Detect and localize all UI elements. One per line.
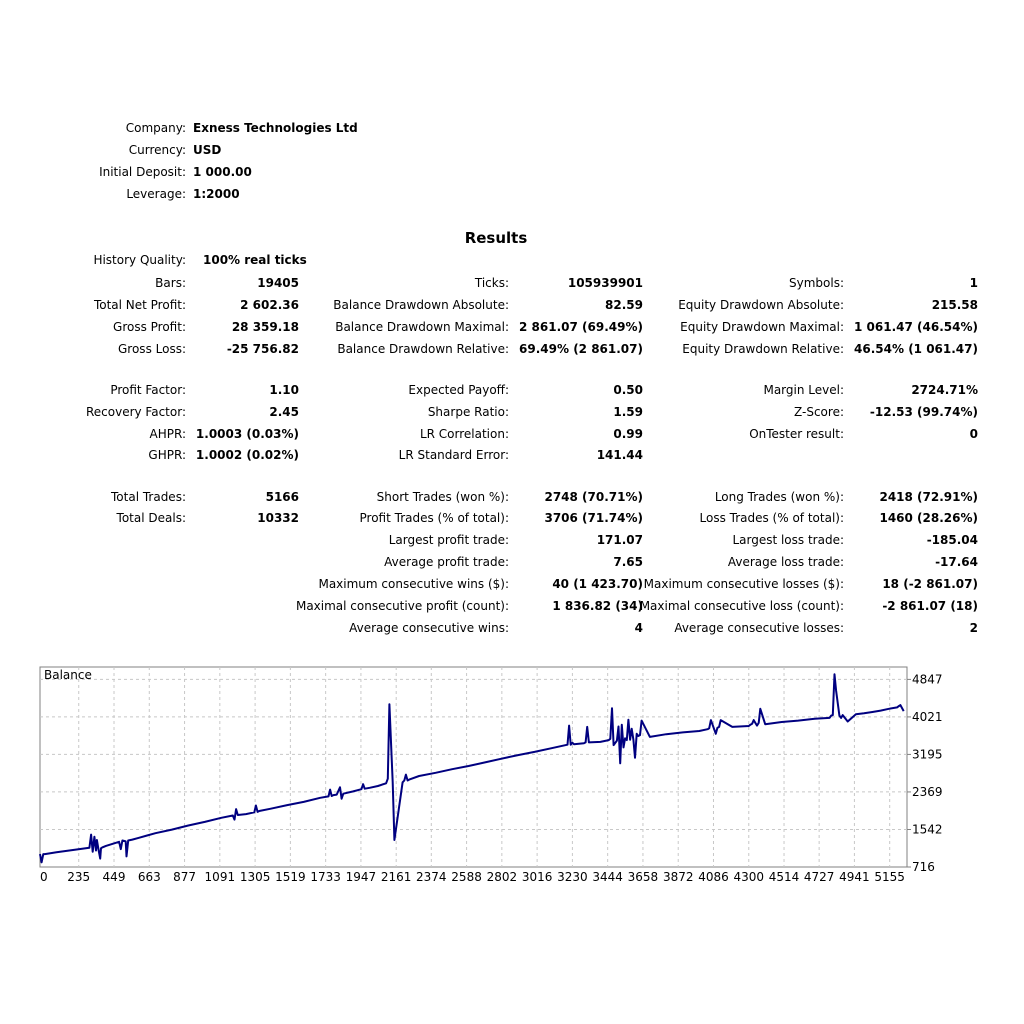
equity-drawdown-maximal-label: Equity Drawdown Maximal: — [680, 320, 844, 334]
balance-drawdown-maximal-label: Balance Drawdown Maximal: — [335, 320, 509, 334]
max-consecutive-wins-label: Maximum consecutive wins ($): — [318, 577, 509, 591]
max-consecutive-wins-value: 40 (1 423.70) — [552, 577, 643, 591]
equity-drawdown-absolute-value: 215.58 — [931, 298, 978, 312]
x-axis-ticks — [40, 870, 905, 884]
margin-level-value: 2724.71% — [911, 383, 978, 397]
x-tick-label: 2374 — [416, 870, 447, 884]
x-tick-label: 4514 — [768, 870, 800, 884]
currency-label: Currency: — [128, 143, 186, 157]
x-tick-label: 877 — [173, 870, 197, 884]
profit-factor-value: 1.10 — [269, 383, 299, 397]
profit-trades-label: Profit Trades (% of total): — [359, 511, 509, 525]
margin-level-label: Margin Level: — [763, 383, 844, 397]
x-tick-label: 2161 — [380, 870, 412, 884]
symbols-value: 1 — [969, 276, 978, 290]
ticks-label: Ticks: — [474, 276, 509, 290]
x-tick-label: 663 — [137, 870, 161, 884]
average-loss-trade-value: -17.64 — [935, 555, 978, 569]
x-tick-label: 1733 — [310, 870, 341, 884]
x-tick-label: 235 — [67, 870, 91, 884]
ticks-value: 105939901 — [567, 276, 643, 290]
chart-title: Balance — [44, 668, 92, 682]
x-tick-label: 4300 — [733, 870, 765, 884]
results-title: Results — [464, 229, 528, 247]
history-quality-value: 100% real ticks — [203, 253, 307, 267]
x-tick-label: 4941 — [839, 870, 870, 884]
long-trades-label: Long Trades (won %): — [714, 490, 844, 504]
balance-drawdown-absolute-value: 82.59 — [605, 298, 643, 312]
largest-loss-trade-value: -185.04 — [926, 533, 978, 547]
ghpr-label: GHPR: — [148, 448, 186, 462]
y-tick-label: 716 — [912, 860, 935, 874]
history-quality-label: History Quality: — [93, 253, 186, 267]
expected-payoff-label: Expected Payoff: — [408, 383, 509, 397]
total-net-profit-label: Total Net Profit: — [93, 298, 186, 312]
y-tick-label: 3195 — [912, 747, 943, 762]
profit-factor-label: Profit Factor: — [110, 383, 186, 397]
symbols-label: Symbols: — [789, 276, 844, 290]
largest-profit-trade-value: 171.07 — [596, 533, 643, 547]
x-tick-label: 3016 — [521, 870, 553, 884]
long-trades-value: 2418 (72.91%) — [879, 490, 978, 504]
balance-drawdown-relative-value: 69.49% (2 861.07) — [519, 342, 643, 356]
equity-drawdown-maximal-value: 1 061.47 (46.54%) — [854, 320, 978, 334]
equity-drawdown-relative-value: 46.54% (1 061.47) — [854, 342, 978, 356]
recovery-factor-label: Recovery Factor: — [85, 405, 186, 419]
sharpe-ratio-value: 1.59 — [613, 405, 643, 419]
maximal-consecutive-loss-value: -2 861.07 (18) — [882, 599, 978, 613]
chart-plot-area — [40, 667, 907, 867]
x-tick-label: 1305 — [239, 870, 271, 884]
max-consecutive-losses-label: Maximum consecutive losses ($): — [643, 577, 844, 591]
equity-drawdown-absolute-label: Equity Drawdown Absolute: — [678, 298, 844, 312]
x-tick-label: 4727 — [803, 870, 835, 884]
total-net-profit-value: 2 602.36 — [240, 298, 299, 312]
total-deals-label: Total Deals: — [116, 511, 186, 525]
average-profit-trade-label: Average profit trade: — [384, 555, 509, 569]
company-value: Exness Technologies Ltd — [193, 121, 358, 135]
leverage-label: Leverage: — [126, 187, 186, 201]
ahpr-label: AHPR: — [149, 427, 186, 441]
expected-payoff-value: 0.50 — [613, 383, 643, 397]
sharpe-ratio-label: Sharpe Ratio: — [427, 405, 509, 419]
x-tick-label: 1519 — [275, 870, 306, 884]
gross-loss-value: -25 756.82 — [226, 342, 299, 356]
company-label: Company: — [125, 121, 186, 135]
ghpr-value: 1.0002 (0.02%) — [195, 448, 299, 462]
profit-trades-value: 3706 (71.74%) — [544, 511, 643, 525]
currency-value: USD — [193, 143, 222, 157]
y-tick-label: 4847 — [912, 672, 943, 687]
y-tick-label: 2369 — [912, 784, 943, 799]
average-consecutive-wins-value: 4 — [634, 621, 643, 635]
total-trades-label: Total Trades: — [111, 490, 186, 504]
maximal-consecutive-profit-value: 1 836.82 (34) — [552, 599, 643, 613]
x-tick-label: 3658 — [627, 870, 659, 884]
total-trades-value: 5166 — [265, 490, 299, 504]
z-score-label: Z-Score: — [794, 405, 844, 419]
equity-drawdown-relative-label: Equity Drawdown Relative: — [682, 342, 844, 356]
recovery-factor-value: 2.45 — [269, 405, 299, 419]
leverage-value: 1:2000 — [193, 187, 240, 201]
balance-drawdown-absolute-label: Balance Drawdown Absolute: — [333, 298, 509, 312]
x-tick-label: 4086 — [698, 870, 729, 884]
y-tick-label: 4021 — [912, 709, 943, 724]
loss-trades-value: 1460 (28.26%) — [879, 511, 978, 525]
x-tick-label: 5155 — [874, 870, 905, 884]
loss-trades-label: Loss Trades (% of total): — [699, 511, 844, 525]
max-consecutive-losses-value: 18 (-2 861.07) — [882, 577, 978, 591]
x-tick-label: 2588 — [451, 870, 482, 884]
x-tick-label: 1947 — [345, 870, 377, 884]
x-tick-label: 0 — [40, 870, 48, 884]
largest-profit-trade-label: Largest profit trade: — [388, 533, 509, 547]
ontester-result-value: 0 — [969, 427, 978, 441]
short-trades-value: 2748 (70.71%) — [544, 490, 643, 504]
balance-drawdown-relative-label: Balance Drawdown Relative: — [337, 342, 509, 356]
bars-value: 19405 — [257, 276, 299, 290]
maximal-consecutive-profit-label: Maximal consecutive profit (count): — [295, 599, 509, 613]
average-loss-trade-label: Average loss trade: — [727, 555, 844, 569]
initial-deposit-value: 1 000.00 — [193, 165, 252, 179]
average-consecutive-wins-label: Average consecutive wins: — [349, 621, 509, 635]
average-profit-trade-value: 7.65 — [613, 555, 643, 569]
lr-correlation-value: 0.99 — [613, 427, 643, 441]
short-trades-label: Short Trades (won %): — [376, 490, 509, 504]
largest-loss-trade-label: Largest loss trade: — [732, 533, 844, 547]
average-consecutive-losses-value: 2 — [969, 621, 978, 635]
bars-label: Bars: — [155, 276, 186, 290]
y-axis-ticks — [907, 672, 943, 874]
x-tick-label: 1091 — [204, 870, 236, 884]
x-tick-label: 449 — [102, 870, 126, 884]
x-tick-label: 2802 — [486, 870, 518, 884]
gross-profit-value: 28 359.18 — [231, 320, 299, 334]
lr-standard-error-value: 141.44 — [596, 448, 643, 462]
initial-deposit-label: Initial Deposit: — [99, 165, 186, 179]
lr-standard-error-label: LR Standard Error: — [398, 448, 509, 462]
ontester-result-label: OnTester result: — [749, 427, 844, 441]
ahpr-value: 1.0003 (0.03%) — [195, 427, 299, 441]
total-deals-value: 10332 — [257, 511, 299, 525]
average-consecutive-losses-label: Average consecutive losses: — [674, 621, 844, 635]
x-tick-label: 3444 — [592, 870, 623, 884]
gross-profit-label: Gross Profit: — [113, 320, 186, 334]
gross-loss-label: Gross Loss: — [118, 342, 186, 356]
balance-drawdown-maximal-value: 2 861.07 (69.49%) — [519, 320, 643, 334]
lr-correlation-label: LR Correlation: — [419, 427, 509, 441]
z-score-value: -12.53 (99.74%) — [869, 405, 978, 419]
x-tick-label: 3230 — [557, 870, 588, 884]
x-tick-label: 3872 — [662, 870, 694, 884]
y-tick-label: 1542 — [912, 822, 943, 837]
maximal-consecutive-loss-label: Maximal consecutive loss (count): — [639, 599, 844, 613]
